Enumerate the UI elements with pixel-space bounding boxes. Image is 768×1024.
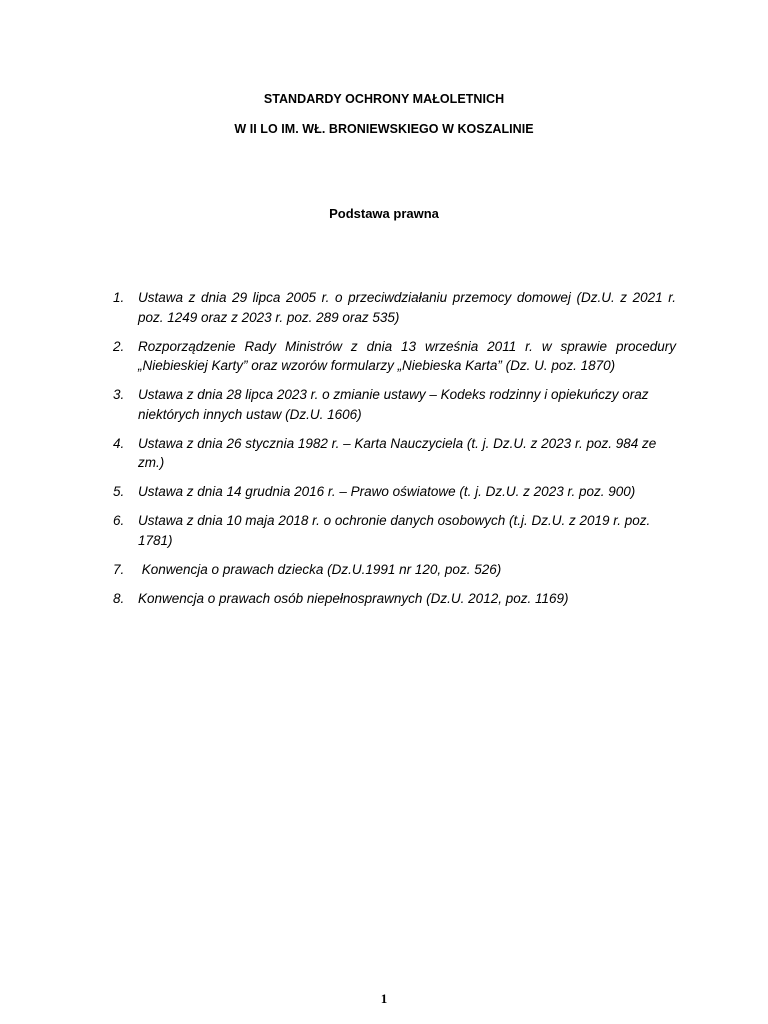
list-item [113, 434, 676, 473]
page-number: 1 [380, 991, 388, 1006]
list-item-number: 5. [113, 484, 125, 499]
document-title-line-2: W II LO IM. WŁ. BRONIEWSKIEGO W KOSZALINIE [234, 122, 534, 136]
list-item-text: Rozporządzenie Rady Ministrów z dnia 13 września 2011 r. w sprawie procedury „Niebieskiej Karty” oraz wzorów formularzy „Niebieska Karta” (Dz. U. poz. 1870) [138, 338, 676, 373]
section-heading: Podstawa prawna [329, 206, 439, 221]
list-item-text: Ustawa z dnia 10 maja 2018 r. o ochronie danych osobowych (t.j. Dz.U. z 2019 r. poz. 1781) [138, 513, 651, 548]
legal-basis-list [113, 288, 676, 618]
document-title-line-1: STANDARDY OCHRONY MAŁOLETNICH [263, 92, 505, 106]
list-item-number: 7. [113, 561, 125, 577]
list-item [113, 511, 676, 550]
list-item-text: Konwencja o prawach osób niepełnosprawnych (Dz.U. 2012, poz. 1169) [138, 590, 569, 606]
list-item [113, 560, 676, 580]
list-item-text: Konwencja o prawach dziecka (Dz.U.1991 nr 120, poz. 526) [138, 561, 502, 577]
list-item-number: 4. [113, 435, 125, 451]
list-item-text: Ustawa z dnia 14 grudnia 2016 r. – Prawo oświatowe (t. j. Dz.U. z 2023 r. poz. 900) [138, 484, 636, 499]
list-item [113, 482, 676, 502]
list-item [113, 385, 676, 424]
list-item-number: 6. [113, 513, 125, 528]
list-item-number: 1. [113, 290, 125, 305]
list-item-text: Ustawa z dnia 26 stycznia 1982 r. – Karta Nauczyciela (t. j. Dz.U. z 2023 r. poz. 984 ze zm.) [138, 435, 657, 470]
list-item [113, 589, 676, 609]
list-item-text: Ustawa z dnia 29 lipca 2005 r. o przeciwdziałaniu przemocy domowej (Dz.U. z 2021 r. poz. 1249 oraz z 2023 r. poz. 289 oraz 535) [138, 290, 676, 325]
list-item [113, 337, 676, 376]
list-item [113, 288, 676, 327]
list-item-number: 3. [113, 387, 125, 402]
list-item-number: 8. [113, 590, 125, 606]
list-item-number: 2. [113, 338, 125, 354]
list-item-text: Ustawa z dnia 28 lipca 2023 r. o zmianie ustawy – Kodeks rodzinny i opiekuńczy oraz niektórych innych ustaw (Dz.U. 1606) [138, 387, 649, 422]
